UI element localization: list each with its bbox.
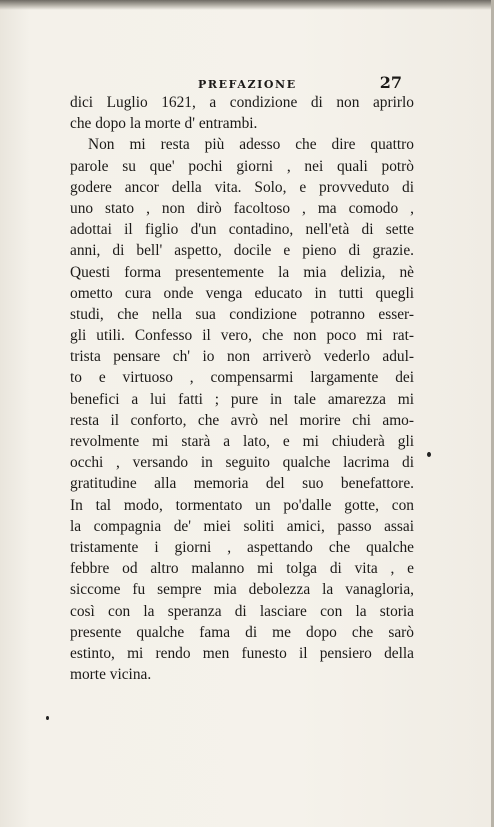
text-line: godere ancor della vita. Solo, e provveduto di xyxy=(70,178,414,196)
text-line: che dopo la morte d' entrambi. xyxy=(70,115,258,133)
body-text xyxy=(70,92,414,685)
page-number: 27 xyxy=(379,73,402,92)
text-line: ometto cura onde venga educato in tutti quegli xyxy=(70,284,414,302)
text-line: presente qualche fama di me dopo che sarò xyxy=(70,623,414,641)
text-line: anni, di bell' aspetto, docile e pieno di grazie. xyxy=(70,242,414,260)
ink-speck xyxy=(46,716,49,720)
text-line: trista pensare ch' io non arriverò vederlo adul- xyxy=(70,348,414,366)
page-top-edge xyxy=(0,0,494,10)
text-line: febbre od altro malanno mi tolga di vita , e xyxy=(70,560,414,578)
text-line: uno stato , non dirò facoltoso , ma comodo , xyxy=(70,199,414,217)
text-line: In tal modo, tormentato un po'dalle gotte, con xyxy=(70,496,414,514)
text-line: to e virtuoso , compensarmi largamente dei xyxy=(70,369,414,387)
text-line: estinto, mi rendo men funesto il pensiero della xyxy=(70,644,414,662)
running-title: PREFAZIONE xyxy=(198,78,297,91)
text-line: tristamente i giorni , aspettando che qualche xyxy=(70,538,414,556)
text-line: così con la speranza di lasciare con la storia xyxy=(70,602,414,620)
text-line: Non mi resta più adesso che dire quattro xyxy=(88,136,414,154)
text-line: siccome fu sempre mia debolezza la vanagloria, xyxy=(70,581,414,599)
text-line: adottai il figlio d'un contadino, nell'età di sette xyxy=(70,221,414,239)
text-line: revolmente mi starà a lato, e mi chiuderà gli xyxy=(70,433,414,450)
text-line: Questi forma presentemente la mia delizia, nè xyxy=(70,263,414,281)
text-line: parole su que' pochi giorni , nei quali potrò xyxy=(70,157,414,175)
text-line: resta il conforto, che avrò nel morire chi amo- xyxy=(70,411,414,429)
text-line: dici Luglio 1621, a condizione di non aprirlo xyxy=(70,94,414,111)
text-line: la compagnia de' miei soliti amici, passo assai xyxy=(70,517,414,535)
ink-speck xyxy=(427,452,431,457)
text-line: occhi , versando in seguito qualche lacrima di xyxy=(70,454,414,472)
text-line: studi, che nella sua condizione potranno esser- xyxy=(70,305,414,323)
text-line: gratitudine alla memoria del suo benefattore. xyxy=(70,475,414,493)
text-line: gli utili. Confesso il vero, che non poco mi rat- xyxy=(70,327,414,345)
text-line: morte vicina. xyxy=(70,666,152,684)
text-line: benefici a lui fatti ; pure in tale amarezza mi xyxy=(70,390,414,408)
